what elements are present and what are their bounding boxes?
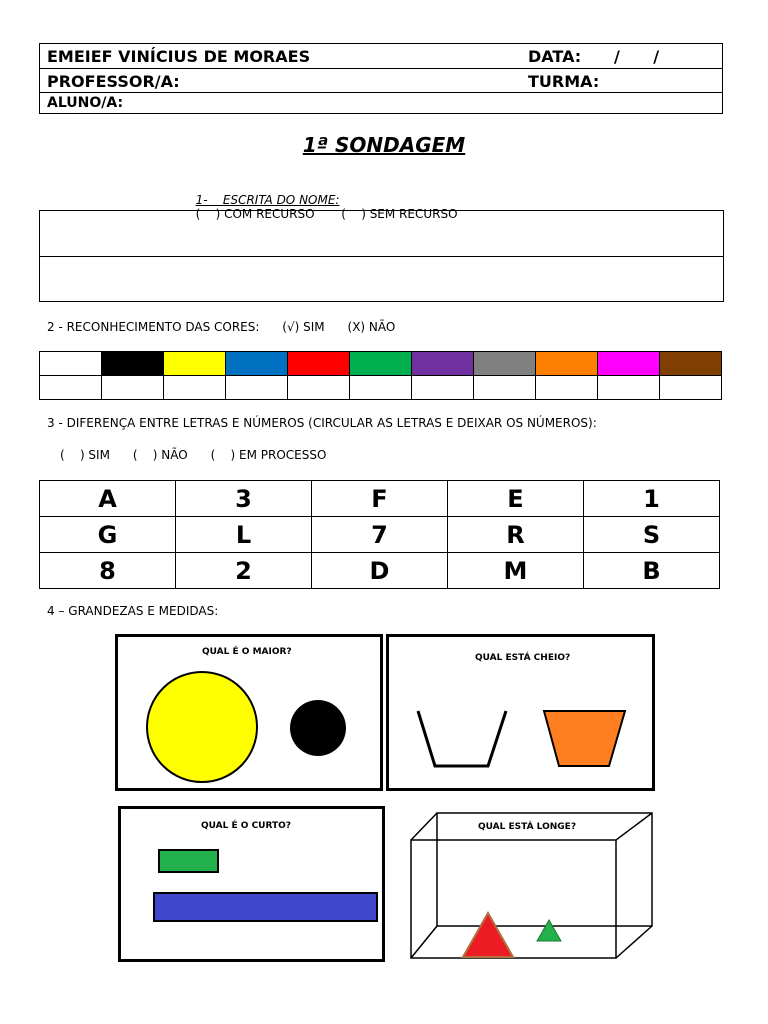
letter-number-cell[interactable]: A (40, 481, 176, 517)
header-row-teacher (40, 69, 722, 93)
name-box-divider (40, 256, 723, 257)
letters-row (40, 481, 720, 517)
header-row-student (40, 93, 722, 113)
long-blue-bar[interactable] (154, 893, 377, 921)
letter-number-cell[interactable]: B (584, 553, 720, 589)
letter-number-cell[interactable]: L (176, 517, 312, 553)
letter-number-cell[interactable]: 2 (176, 553, 312, 589)
panel-farthest (408, 810, 656, 962)
color-swatch (164, 352, 226, 376)
panel-farthest-title: QUAL ESTÁ LONGE? (478, 822, 577, 832)
color-swatch (40, 352, 102, 376)
short-green-bar[interactable] (159, 850, 218, 872)
q4-label: 4 – GRANDEZAS E MEDIDAS: (47, 604, 219, 618)
class-label: TURMA: (528, 72, 600, 91)
header-table (39, 43, 723, 114)
letters-row (40, 517, 720, 553)
color-swatch (102, 352, 164, 376)
color-swatch (536, 352, 598, 376)
date-slashes: / / (614, 47, 660, 66)
panel-biggest-title: QUAL É O MAIOR? (202, 647, 292, 657)
big-yellow-circle[interactable] (147, 672, 257, 782)
color-swatch (474, 352, 536, 376)
letter-number-cell[interactable]: 3 (176, 481, 312, 517)
letters-numbers-table (39, 480, 720, 589)
school-name: EMEIEF VINÍCIUS DE MORAES (47, 47, 311, 66)
color-answer-cell[interactable] (412, 376, 474, 400)
teacher-label: PROFESSOR/A: (47, 72, 180, 91)
panel-biggest-drawing (118, 637, 380, 788)
color-swatch (350, 352, 412, 376)
panel-full-drawing (389, 637, 652, 788)
color-answer-cell[interactable] (40, 376, 102, 400)
date-label: DATA: (528, 47, 582, 66)
letter-number-cell[interactable]: S (584, 517, 720, 553)
panel-full (386, 634, 655, 791)
color-answer-cell[interactable] (598, 376, 660, 400)
color-answer-cell[interactable] (474, 376, 536, 400)
color-swatch (226, 352, 288, 376)
header-row-school (40, 44, 722, 69)
near-red-triangle[interactable] (463, 913, 513, 957)
color-answer-cell[interactable] (226, 376, 288, 400)
student-label: ALUNO/A: (47, 95, 124, 111)
color-answer-cell[interactable] (288, 376, 350, 400)
letter-number-cell[interactable]: D (312, 553, 448, 589)
color-swatch (660, 352, 722, 376)
page-title: 1ª SONDAGEM (302, 133, 466, 157)
letter-number-cell[interactable]: M (448, 553, 584, 589)
wireframe-box (411, 813, 652, 958)
name-writing-box[interactable] (39, 210, 724, 302)
panel-shortest (118, 806, 385, 962)
color-answer-cell[interactable] (536, 376, 598, 400)
color-swatch (598, 352, 660, 376)
q1-label: 1- ESCRITA DO NOME: (195, 193, 340, 207)
panel-shortest-drawing (121, 809, 382, 959)
far-green-triangle[interactable] (537, 920, 561, 941)
color-swatch-row (40, 352, 722, 376)
panel-farthest-drawing (408, 810, 656, 962)
letter-number-cell[interactable]: 1 (584, 481, 720, 517)
color-answer-cell[interactable] (660, 376, 722, 400)
color-answer-cell[interactable] (164, 376, 226, 400)
color-swatch (288, 352, 350, 376)
color-answer-cell[interactable] (350, 376, 412, 400)
empty-cup[interactable] (418, 711, 506, 766)
q2-label: 2 - RECONHECIMENTO DAS CORES: (√) SIM (X) NÃO (47, 320, 396, 334)
small-black-circle[interactable] (290, 700, 346, 756)
full-cup[interactable] (544, 711, 625, 766)
letters-row (40, 553, 720, 589)
q1-options: ( ) COM RECURSO ( ) SEM RECURSO (195, 207, 458, 221)
letter-number-cell[interactable]: E (448, 481, 584, 517)
panel-full-title: QUAL ESTÁ CHEIO? (475, 653, 571, 663)
letter-number-cell[interactable]: F (312, 481, 448, 517)
panel-shortest-title: QUAL É O CURTO? (201, 821, 292, 831)
letter-number-cell[interactable]: G (40, 517, 176, 553)
color-swatch (412, 352, 474, 376)
letter-number-cell[interactable]: 7 (312, 517, 448, 553)
color-answer-row (40, 376, 722, 400)
letter-number-cell[interactable]: R (448, 517, 584, 553)
color-table (39, 351, 722, 400)
panel-biggest (115, 634, 383, 791)
q3-label: 3 - DIFERENÇA ENTRE LETRAS E NÚMEROS (CIRCULAR AS LETRAS E DEIXAR OS NÚMEROS): (47, 416, 597, 430)
letter-number-cell[interactable]: 8 (40, 553, 176, 589)
q3-options: ( ) SIM ( ) NÃO ( ) EM PROCESSO (60, 448, 327, 462)
color-answer-cell[interactable] (102, 376, 164, 400)
